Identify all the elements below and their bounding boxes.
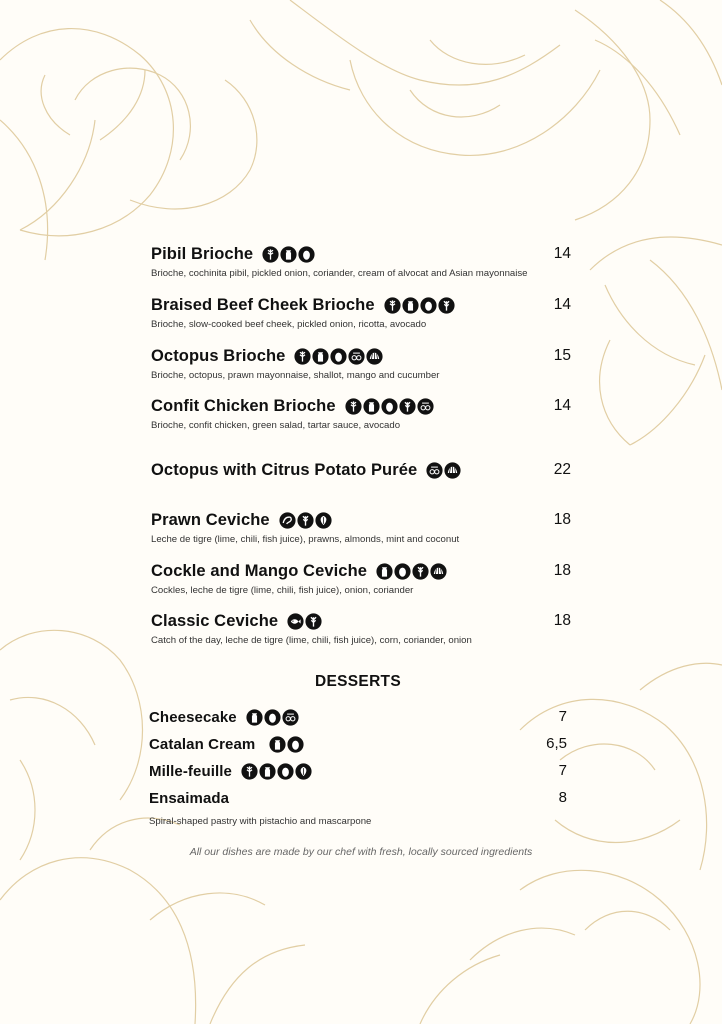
menu-item-price: 14 — [553, 296, 571, 313]
egg-icon — [381, 398, 398, 415]
molluscs-icon — [430, 563, 447, 580]
menu-item-prawn-ceviche — [151, 509, 571, 545]
egg-icon — [394, 563, 411, 580]
menu-item-price: 15 — [553, 347, 571, 364]
sulphites-icon — [282, 709, 299, 726]
egg-icon — [420, 297, 437, 314]
gluten-icon — [241, 763, 258, 780]
menu-item-name: Prawn Ceviche — [151, 510, 270, 529]
menu-item-price: 18 — [553, 511, 571, 528]
fish-icon — [287, 613, 304, 630]
allergen-icons — [426, 462, 462, 479]
menu-item-header — [151, 509, 571, 531]
menu-item-price: 18 — [553, 612, 571, 629]
milk-icon — [376, 563, 393, 580]
gluten-icon — [384, 297, 401, 314]
menu-item-header — [151, 610, 571, 632]
menu-item-name: Braised Beef Cheek Brioche — [151, 295, 375, 314]
dessert-item-ensaimada — [149, 787, 567, 827]
allergen-icons — [287, 613, 323, 630]
allergen-icons — [246, 709, 300, 726]
menu-item-pibil-brioche — [151, 243, 571, 279]
menu-item-header — [151, 395, 571, 417]
egg-icon — [287, 736, 304, 753]
molluscs-icon — [444, 462, 461, 479]
menu-item-name: Cockle and Mango Ceviche — [151, 561, 368, 580]
allergen-icons — [241, 763, 313, 780]
celery-icon — [305, 613, 322, 630]
celery-icon — [438, 297, 455, 314]
menu-item-header — [151, 345, 571, 367]
menu-item-description: Leche de tigre (lime, chili, fish juice), prawns, almonds, mint and coconut — [151, 534, 460, 545]
menu-item-description: Catch of the day, leche de tigre (lime, chili, fish juice), corn, coriander, onion — [151, 635, 472, 646]
dessert-item-catalan-cream — [149, 733, 567, 755]
menu-item-name: Octopus with Citrus Potato Purée — [151, 460, 418, 479]
menu-item-header — [151, 294, 571, 316]
sulphites-icon — [417, 398, 434, 415]
egg-icon — [277, 763, 294, 780]
milk-icon — [402, 297, 419, 314]
celery-icon — [399, 398, 416, 415]
menu-item-description: Cockles, leche de tigre (lime, chili, fish juice), onion, coriander — [151, 585, 414, 596]
menu-item-description: Brioche, confit chicken, green salad, tartar sauce, avocado — [151, 420, 401, 431]
dessert-item-name: Catalan Cream — [149, 735, 256, 753]
molluscs-icon — [366, 348, 383, 365]
menu-item-price: 18 — [553, 562, 571, 579]
gluten-icon — [294, 348, 311, 365]
dessert-item-header — [149, 787, 567, 809]
dessert-item-cheesecake — [149, 706, 567, 728]
menu-item-octopus-brioche — [151, 345, 571, 381]
nuts-icon — [315, 512, 332, 529]
menu-item-description: Brioche, cochinita pibil, pickled onion, coriander, cream of alvocat and Asian mayonnaise — [151, 268, 528, 279]
dessert-item-price: 6,5 — [546, 735, 567, 752]
egg-icon — [298, 246, 315, 263]
menu-item-name: Octopus Brioche — [151, 346, 286, 365]
allergen-icons — [384, 297, 456, 314]
menu-item-header — [151, 560, 571, 582]
dessert-item-mille-feuille — [149, 760, 567, 782]
menu-item-name: Pibil Brioche — [151, 244, 254, 263]
dessert-item-header — [149, 733, 567, 755]
allergen-icons — [262, 246, 316, 263]
menu-item-name: Classic Ceviche — [151, 611, 279, 630]
gluten-icon — [262, 246, 279, 263]
menu-item-confit-chicken-brioche — [151, 395, 571, 431]
milk-icon — [363, 398, 380, 415]
crustaceans-icon — [279, 512, 296, 529]
milk-icon — [259, 763, 276, 780]
milk-icon — [280, 246, 297, 263]
dessert-item-price: 8 — [558, 789, 567, 806]
gluten-icon — [345, 398, 362, 415]
dessert-item-name: Ensaimada — [149, 789, 230, 807]
menu-item-header — [151, 459, 571, 481]
menu-item-price: 14 — [553, 397, 571, 414]
dessert-item-description: Spiral-shaped pastry with pistachio and mascarpone — [149, 816, 372, 827]
dessert-item-name: Cheesecake — [149, 708, 237, 726]
allergen-icons — [294, 348, 384, 365]
menu-item-price: 14 — [553, 245, 571, 262]
menu-item-name: Confit Chicken Brioche — [151, 396, 336, 415]
allergen-icons — [279, 512, 333, 529]
celery-icon — [412, 563, 429, 580]
menu-item-header — [151, 243, 571, 265]
milk-icon — [269, 736, 286, 753]
menu-item-braised-beef-cheek-brioche — [151, 294, 571, 330]
sulphites-icon — [426, 462, 443, 479]
menu-item-price: 22 — [553, 461, 571, 478]
menu-item-cockle-and-mango-ceviche — [151, 560, 571, 596]
desserts-title: DESSERTS — [315, 673, 401, 690]
dessert-item-header — [149, 706, 567, 728]
milk-icon — [312, 348, 329, 365]
dessert-item-name: Mille-feuille — [149, 762, 232, 780]
dessert-item-price: 7 — [558, 762, 567, 779]
allergen-icons — [376, 563, 448, 580]
menu-item-description: Brioche, octopus, prawn mayonnaise, shallot, mango and cucumber — [151, 370, 440, 381]
allergen-icons — [345, 398, 435, 415]
footer-note: All our dishes are made by our chef with fresh, locally sourced ingredients — [189, 846, 533, 858]
sulphites-icon — [348, 348, 365, 365]
egg-icon — [264, 709, 281, 726]
dessert-item-price: 7 — [558, 708, 567, 725]
menu-item-description: Brioche, slow-cooked beef cheek, pickled onion, ricotta, avocado — [151, 319, 427, 330]
menu-item-octopus-with-citrus-potato-puree — [151, 459, 571, 481]
menu-item-classic-ceviche — [151, 610, 571, 646]
allergen-icons — [269, 736, 305, 753]
egg-icon — [330, 348, 347, 365]
celery-icon — [297, 512, 314, 529]
nuts-icon — [295, 763, 312, 780]
milk-icon — [246, 709, 263, 726]
dessert-item-header — [149, 760, 567, 782]
